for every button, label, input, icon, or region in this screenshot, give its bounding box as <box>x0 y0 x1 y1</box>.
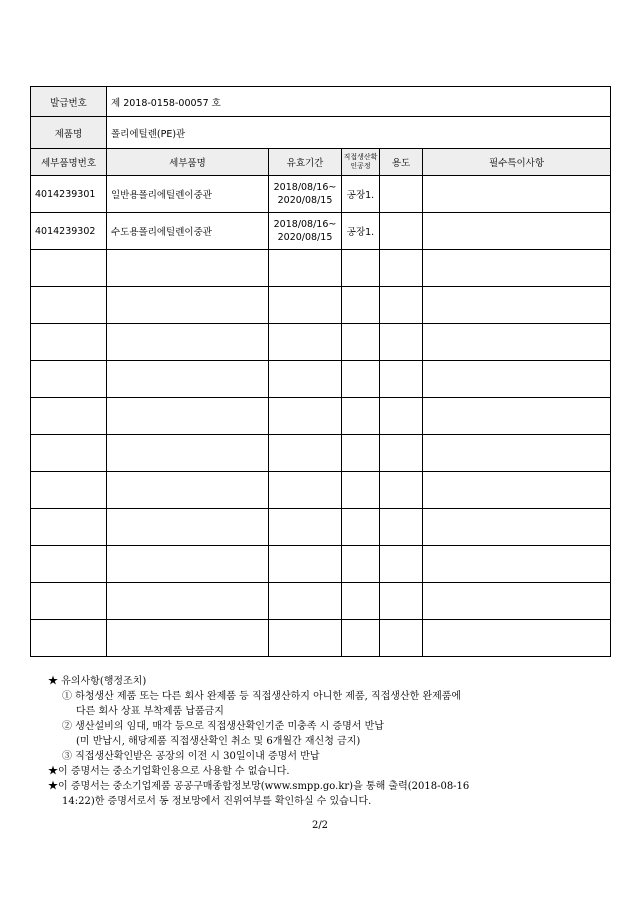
col-header-code: 세부품명번호 <box>31 149 107 176</box>
empty-row <box>31 361 611 398</box>
note-item-1-cont: 다른 회사 상표 부착제품 납품금지 <box>76 706 224 717</box>
empty-row <box>31 324 611 361</box>
row-name: 일반용폴리에틸렌이중관 <box>107 176 269 213</box>
table-row <box>31 176 611 213</box>
row-name: 수도용폴리에틸렌이중관 <box>107 213 269 250</box>
row-code: 4014239301 <box>31 176 107 213</box>
issue-number-label: 발급번호 <box>31 87 107 117</box>
notes-heading: ★ 유의사항(행정조치) <box>48 676 147 687</box>
row-process: 공장1. <box>342 176 380 213</box>
empty-row <box>31 250 611 287</box>
row-period: 2018/08/16~ 2020/08/15 <box>269 213 342 250</box>
row-process: 공장1. <box>342 213 380 250</box>
row-use <box>380 213 423 250</box>
empty-row <box>31 620 611 657</box>
empty-row <box>31 509 611 546</box>
issue-number-value: 제 2018-0158-00057 호 <box>107 87 611 117</box>
col-header-notes: 필수특이사항 <box>423 149 611 176</box>
empty-row <box>31 583 611 620</box>
product-name-value: 폴리에틸렌(PE)관 <box>107 117 611 149</box>
note-item-3: ③ 직접생산확인받은 공장의 이전 시 30일이내 증명서 반납 <box>62 751 320 762</box>
note-item-2: ② 생산설비의 임대, 매각 등으로 직접생산확인기준 미충족 시 증명서 반납 <box>62 721 384 732</box>
col-header-use: 용도 <box>380 149 423 176</box>
empty-row <box>31 398 611 435</box>
empty-row <box>31 435 611 472</box>
note-item-2-cont: (미 반납시, 해당제품 직접생산확인 취소 및 6개월간 재신청 금지) <box>76 736 361 747</box>
row-use <box>380 176 423 213</box>
product-name-label: 제품명 <box>31 117 107 149</box>
row-code: 4014239302 <box>31 213 107 250</box>
empty-row <box>31 546 611 583</box>
certificate-table <box>30 86 611 657</box>
col-header-period: 유효기간 <box>269 149 342 176</box>
notes-section <box>48 674 618 809</box>
empty-row <box>31 287 611 324</box>
note-star-3-cont: 14:22)한 증명서로서 동 정보망에서 진위여부를 확인하실 수 있습니다. <box>62 796 372 807</box>
note-star-3: ★이 증명서는 중소기업제품 공공구매종합정보망(www.smpp.go.kr)을 통해 출력(2018-08-16 <box>48 781 470 792</box>
note-item-1: ① 하청생산 제품 또는 다른 회사 완제품 등 직접생산하지 아니한 제품, 직접생산한 완제품에 <box>62 691 462 702</box>
page-number: 2/2 <box>311 820 329 831</box>
row-notes <box>423 213 611 250</box>
col-header-process: 직접생산확인공정 <box>342 149 380 176</box>
col-header-name: 세부품명 <box>107 149 269 176</box>
row-period: 2018/08/16~ 2020/08/15 <box>269 176 342 213</box>
table-row <box>31 213 611 250</box>
note-star-2: ★이 증명서는 중소기업확인용으로 사용할 수 없습니다. <box>48 766 290 777</box>
row-notes <box>423 176 611 213</box>
empty-row <box>31 472 611 509</box>
